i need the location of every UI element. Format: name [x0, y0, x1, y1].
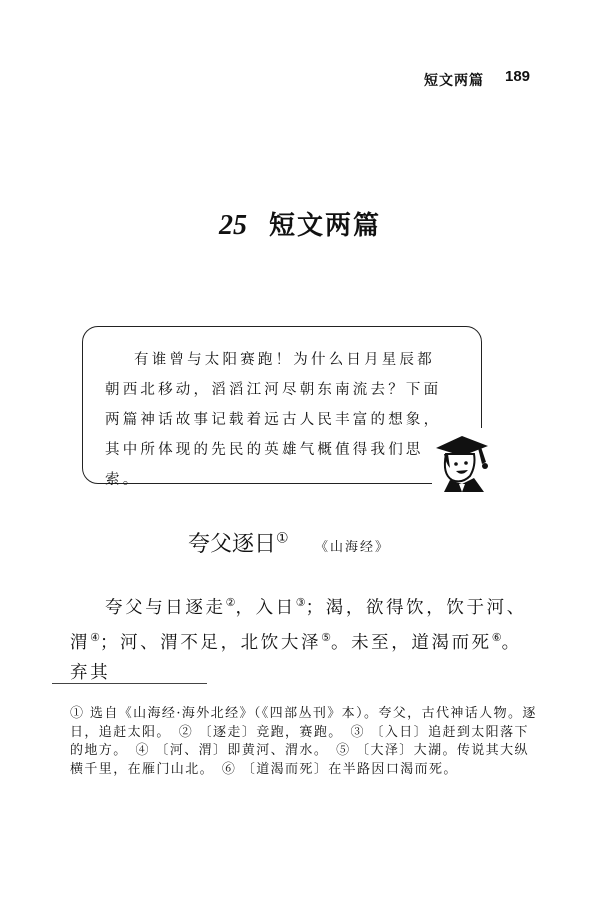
footnote-marker-1: ①: [276, 530, 289, 547]
lesson-name: 短文两篇: [268, 211, 381, 241]
text-segment: 。弃其: [70, 632, 522, 683]
page-number: 189: [505, 68, 531, 85]
text-segment: ，入日: [235, 597, 296, 618]
text-segment: ；渴，欲得饮，饮于河、渭: [70, 597, 527, 653]
section-source: 《山海经》: [315, 540, 391, 555]
footnote-divider: [52, 683, 207, 684]
text-segment: 。未至，道渴而死: [330, 632, 492, 653]
footnotes-text: ① 选自《山海经·海外北经》（《四部丛刊》本）。夸父，古代神话人物。逐日，追赶太阳。 ② 〔逐走〕竞跑，赛跑。 ③ 〔入日〕追赶到太阳落下的地方。 ④ 〔河、渭〕即黄河、渭水。 ⑤ 〔大泽〕大湖。传说其大纵横千里，在雁门山北。 ⑥ 〔道渴而死〕在半路因口渴而死。: [70, 706, 537, 777]
footnote-marker-2: ②: [225, 596, 236, 609]
footnotes: [70, 705, 540, 779]
lesson-number: 25: [218, 210, 247, 241]
lesson-title: [0, 205, 600, 242]
footnote-marker-3: ③: [295, 596, 306, 609]
intro-text: 有谁曾与太阳赛跑！为什么日月星辰都朝西北移动，滔滔江河尽朝东南流去？下面两篇神话故事记载着远古人民丰富的想象，其中所体现的先民的英雄气概值得我们思索。: [105, 352, 442, 488]
body-text: [70, 588, 540, 688]
footnote-marker-6: ⑥: [491, 630, 502, 644]
running-head-title: 短文两篇: [424, 73, 484, 89]
text-segment: ；河、渭不足，北饮大泽: [99, 632, 322, 653]
intro-box: [82, 326, 482, 488]
scholar-mascot-icon: [432, 428, 494, 492]
text-segment: 夸父与日逐走: [105, 597, 226, 618]
section-title-text: 夸父逐日: [188, 532, 277, 557]
body-paragraph: [70, 588, 540, 688]
footnote-marker-5: ⑤: [321, 630, 331, 644]
footnote-marker-4: ④: [90, 630, 100, 644]
section-title: [188, 527, 289, 558]
